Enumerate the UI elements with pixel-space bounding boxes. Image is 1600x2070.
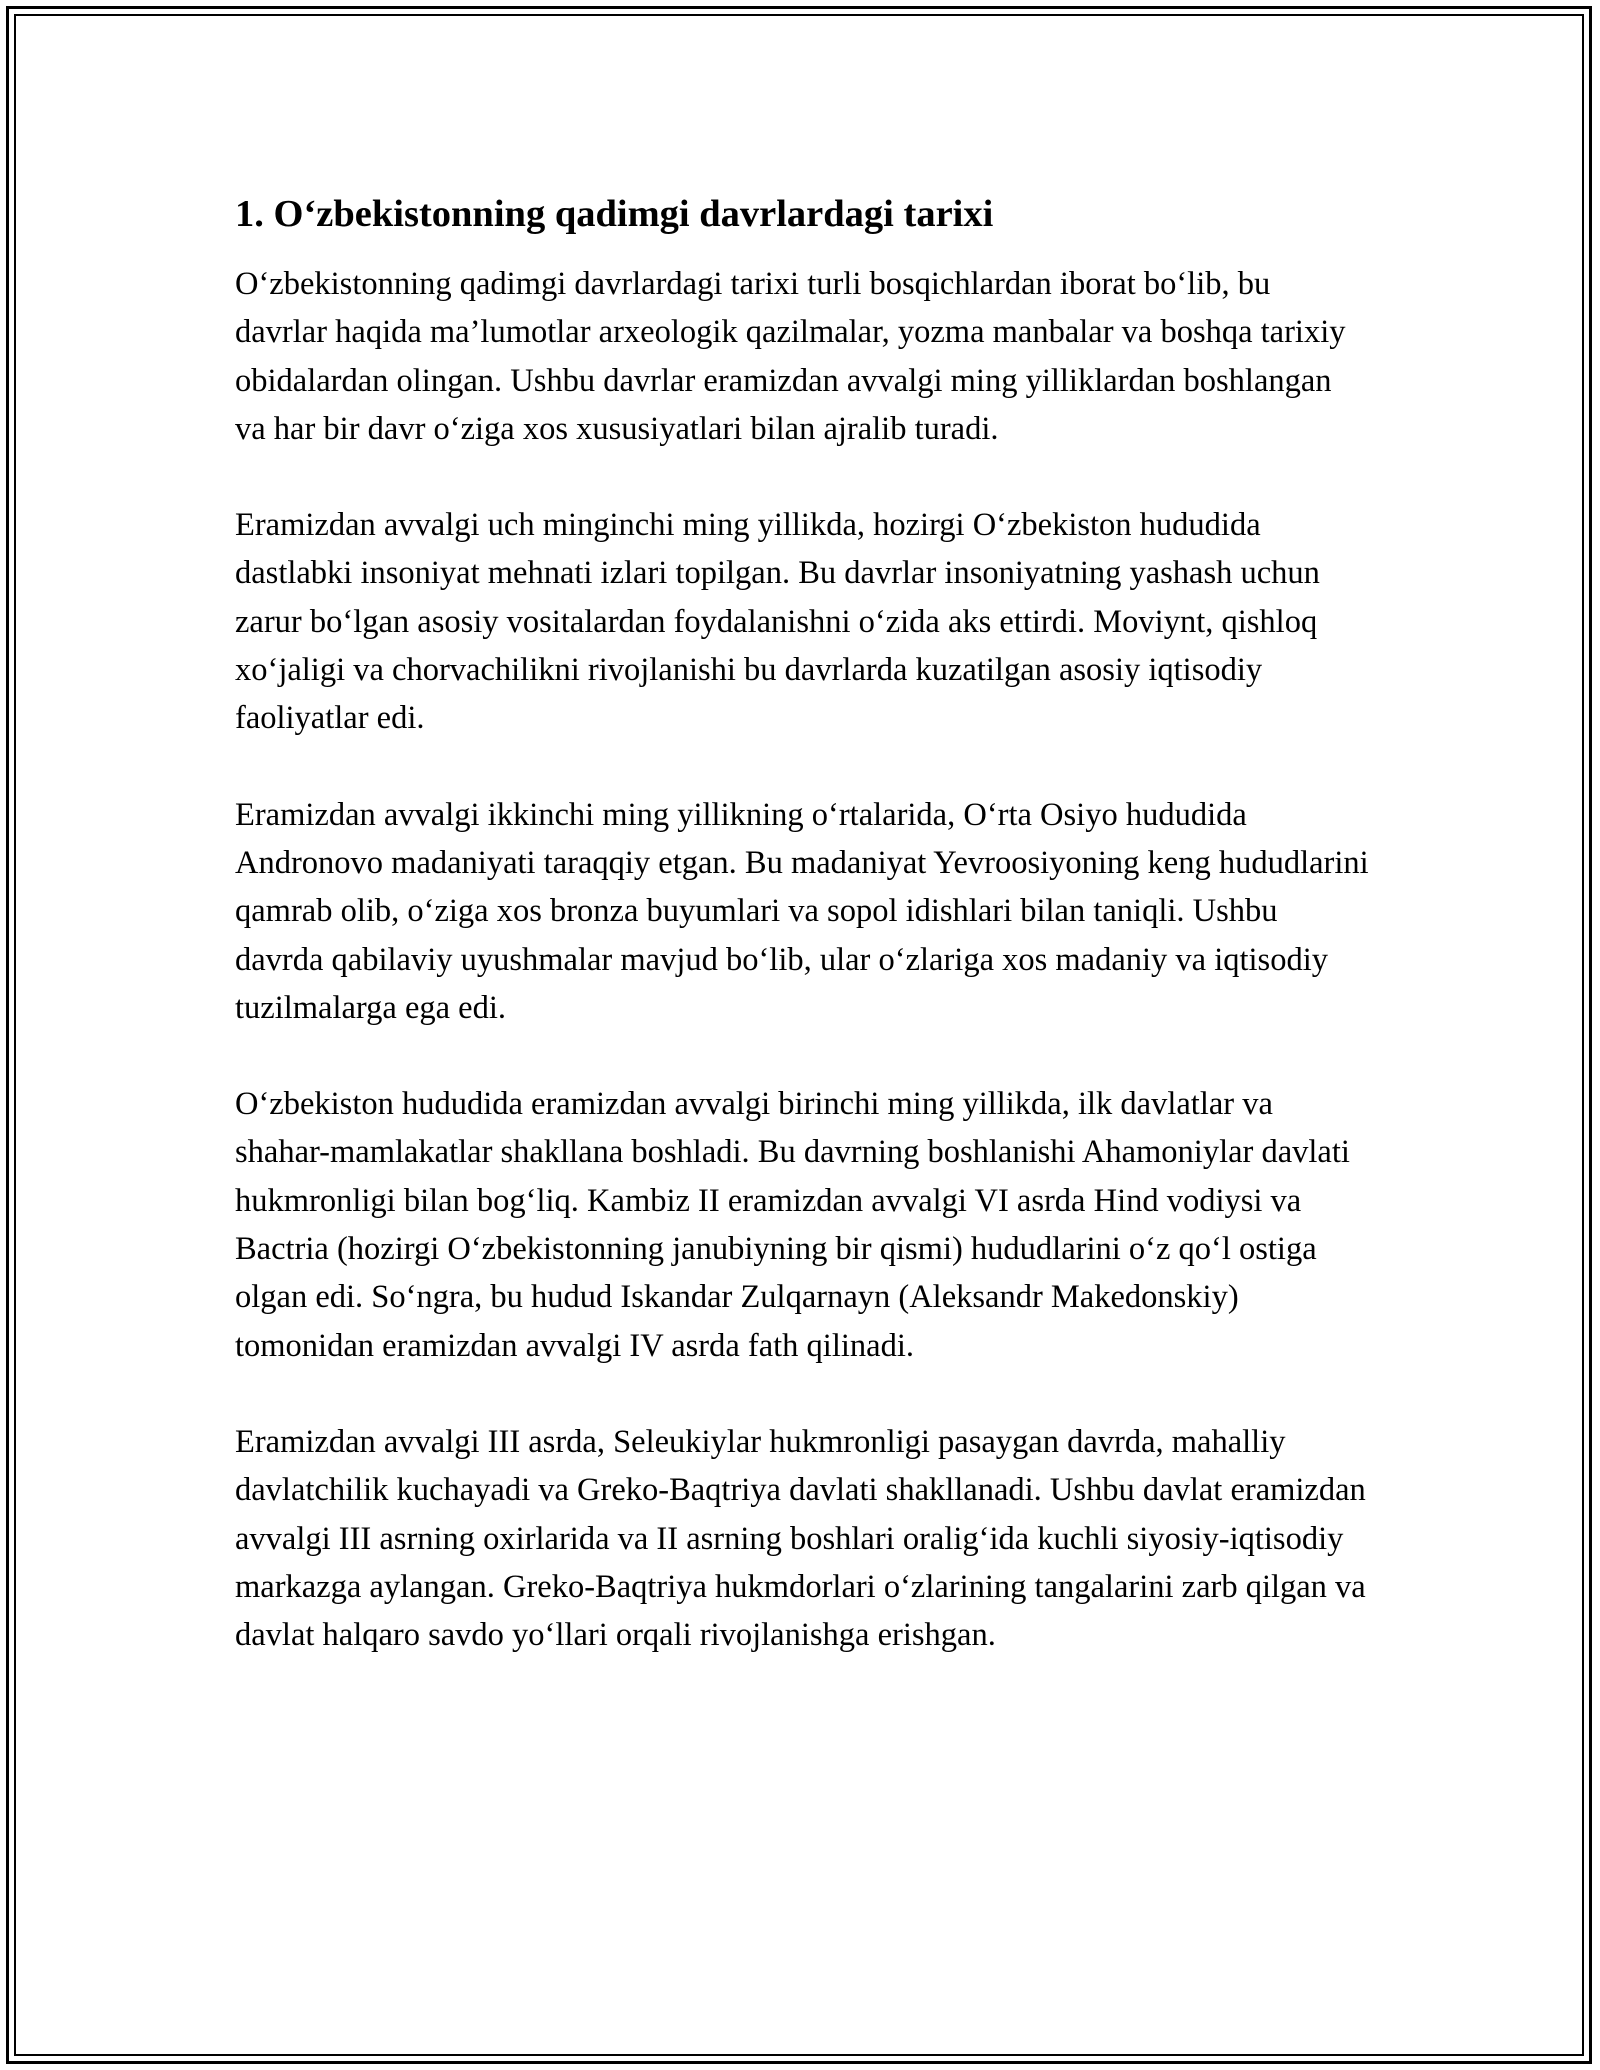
paragraph-third-millennium: Eramizdan avvalgi uch minginchi ming yillikda, hozirgi O‘zbekiston hududida dastlabki insoniyat mehnati izlari topilgan. Bu davrlar insoniyatning yashash uchun zarur bo‘lgan asosiy vositalardan foydalanishni o‘zida aks ettirdi. Moviynt, qishloq xo‘jaligi va chorvachilikni rivojlanishi bu davrlarda kuzatilgan asosiy iqtisodiy faoliyatlar edi. bbox=[235, 507, 1320, 737]
paragraph-first-states: O‘zbekiston hududida eramizdan avvalgi birinchi ming yillikda, ilk davlatlar va shahar-mamlakatlar shakllana boshladi. Bu davrning boshlanishi Ahamoniylar davlati hukmronligi bilan bog‘liq. Kambiz II eramizdan avvalgi VI asrda Hind vodiysi va Bactria (hozirgi O‘zbekistonning janubiyning bir qismi) hududlarini o‘z qo‘l ostiga olgan edi. So‘ngra, bu hudud Iskandar Zulqarnayn (Aleksandr Makedonskiy) tomonidan eramizdan avvalgi IV asrda fath qilinadi. bbox=[235, 1086, 1350, 1364]
section-heading: 1. O‘zbekistonning qadimgi davrlardagi tarixi bbox=[235, 193, 994, 235]
document-body bbox=[235, 188, 1370, 1707]
paragraph-intro: O‘zbekistonning qadimgi davrlardagi tarixi turli bosqichlardan iborat bo‘lib, bu davrlar haqida ma’lumotlar arxeologik qazilmalar, yozma manbalar va boshqa tarixiy obidalardan olingan. Ushbu davrlar eramizdan avvalgi ming yilliklardan boshlangan va har bir davr o‘ziga xos xususiyatlari bilan ajralib turadi. bbox=[235, 266, 1346, 447]
paragraph-greco-bactria: Eramizdan avvalgi III asrda, Seleukiylar hukmronligi pasaygan davrda, mahalliy davlatchilik kuchayadi va Greko-Baqtriya davlati shakllanadi. Ushbu davlat eramizdan avvalgi III asrning oxirlarida va II asrning boshlari oralig‘ida kuchli siyosiy-iqtisodiy markazga aylangan. Greko-Baqtriya hukmdorlari o‘zlarining tangalarini zarb qilgan va davlat halqaro savdo yo‘llari orqali rivojlanishga erishgan. bbox=[235, 1423, 1366, 1654]
paragraph-andronovo-culture: Eramizdan avvalgi ikkinchi ming yillikning o‘rtalarida, O‘rta Osiyo hududida Andronovo madaniyati taraqqiy etgan. Bu madaniyat Yevroosiyoning keng hududlarini qamrab olib, o‘ziga xos bronza buyumlari va sopol idishlari bilan taniqli. Ushbu davrda qabilaviy uyushmalar mavjud bo‘lib, ular o‘zlariga xos madaniy va iqtisodiy tuzilmalarga ega edi. bbox=[235, 796, 1369, 1026]
